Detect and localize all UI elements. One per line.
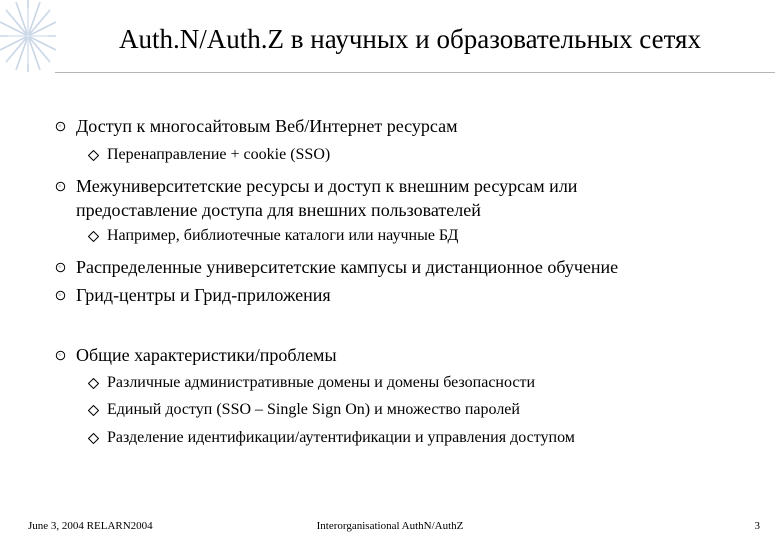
bullet-item-level2: Различные административные домены и домены безопасности xyxy=(107,374,536,391)
bullet-item-level2: Единый доступ (SSO – Single Sign On) и множество паролей xyxy=(107,401,520,418)
footer-presentation-title: Interorganisational AuthN/AuthZ xyxy=(316,520,464,532)
diamond-bullet-icon xyxy=(88,378,99,389)
circle-bullet-icon xyxy=(55,290,66,301)
diamond-bullet-icon xyxy=(88,433,99,444)
bullet-item-level2: Перенаправление + cookie (SSO) xyxy=(107,146,331,163)
bullet-item-level1: Доступ к многосайтовым Веб/Интернет ресурсам xyxy=(76,116,458,136)
starburst-logo xyxy=(0,0,62,78)
circle-bullet-icon xyxy=(55,350,66,361)
bullet-item-level1: Грид-центры и Грид-приложения xyxy=(76,285,331,305)
diamond-bullet-icon xyxy=(88,405,99,416)
slide-number: 3 xyxy=(754,520,760,532)
footer-date-event: June 3, 2004 RELARN2004 xyxy=(28,520,153,532)
bullet-item-level2: Разделение идентификации/аутентификации и управления доступом xyxy=(107,429,575,446)
bullet-item-level1: Общие характеристики/проблемы xyxy=(76,345,337,365)
title-divider xyxy=(55,72,775,73)
diamond-bullet-icon xyxy=(88,150,99,161)
diamond-bullet-icon xyxy=(88,231,99,242)
circle-bullet-icon xyxy=(55,262,66,273)
slide-title: Auth.N/Auth.Z в научных и образовательных сетях xyxy=(119,24,701,54)
bullet-item-level1: Распределенные университетские кампусы и дистанционное обучение xyxy=(76,257,619,277)
circle-bullet-icon xyxy=(55,181,66,192)
bullet-item-level1: Межуниверситетские ресурсы и доступ к внешним ресурсам или xyxy=(76,176,578,196)
bullet-item-level2: Например, библиотечные каталоги или научные БД xyxy=(107,227,459,244)
circle-bullet-icon xyxy=(55,121,66,132)
bullet-item-level1-continuation: предоставление доступа для внешних пользователей xyxy=(76,200,481,220)
